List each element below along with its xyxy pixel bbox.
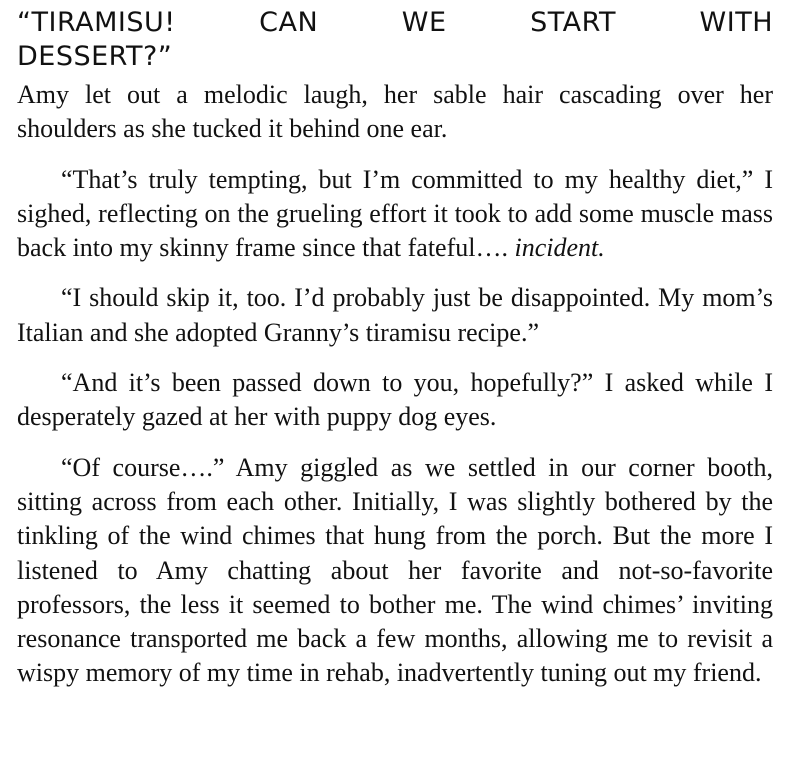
book-page bbox=[17, 0, 773, 691]
paragraph-2-text: “That’s truly tempting, but I’m committed to my healthy diet,” I sighed, reflecting on the grueling effort it took to add some muscle mass back into my skinny frame since that fateful…. bbox=[17, 164, 773, 263]
paragraph-3: “I should skip it, too. I’d probably just be disappointed. My mom’s Italian and she adopted Granny’s tiramisu recipe.” bbox=[17, 283, 773, 347]
chapter-heading-line-2: DESSERT?” bbox=[17, 41, 173, 72]
chapter-heading bbox=[17, 6, 773, 74]
paragraph-2-italic-word: incident. bbox=[514, 233, 605, 263]
paragraph-4: “And it’s been passed down to you, hopefully?” I asked while I desperately gazed at her with puppy dog eyes. bbox=[17, 368, 773, 432]
chapter-heading-line-1: “TIRAMISU! CAN WE START WITH bbox=[17, 7, 773, 38]
paragraph-2 bbox=[17, 163, 773, 266]
paragraph-1: Amy let out a melodic laugh, her sable hair cascading over her shoulders as she tucked it behind one ear. bbox=[17, 80, 773, 144]
paragraph-5: “Of course….” Amy giggled as we settled in our corner booth, sitting across from each other. Initially, I was slightly bothered by the tinkling of the wind chimes that hung from the porch. But the more I listened to Amy chatting about her favorite and not-so-favorite professors, the less it seemed to bother me. The wind chimes’ inviting resonance transported me back a few months, allowing me to revisit a wispy memory of my time in rehab, inadvertently tuning out my friend. bbox=[17, 452, 773, 688]
